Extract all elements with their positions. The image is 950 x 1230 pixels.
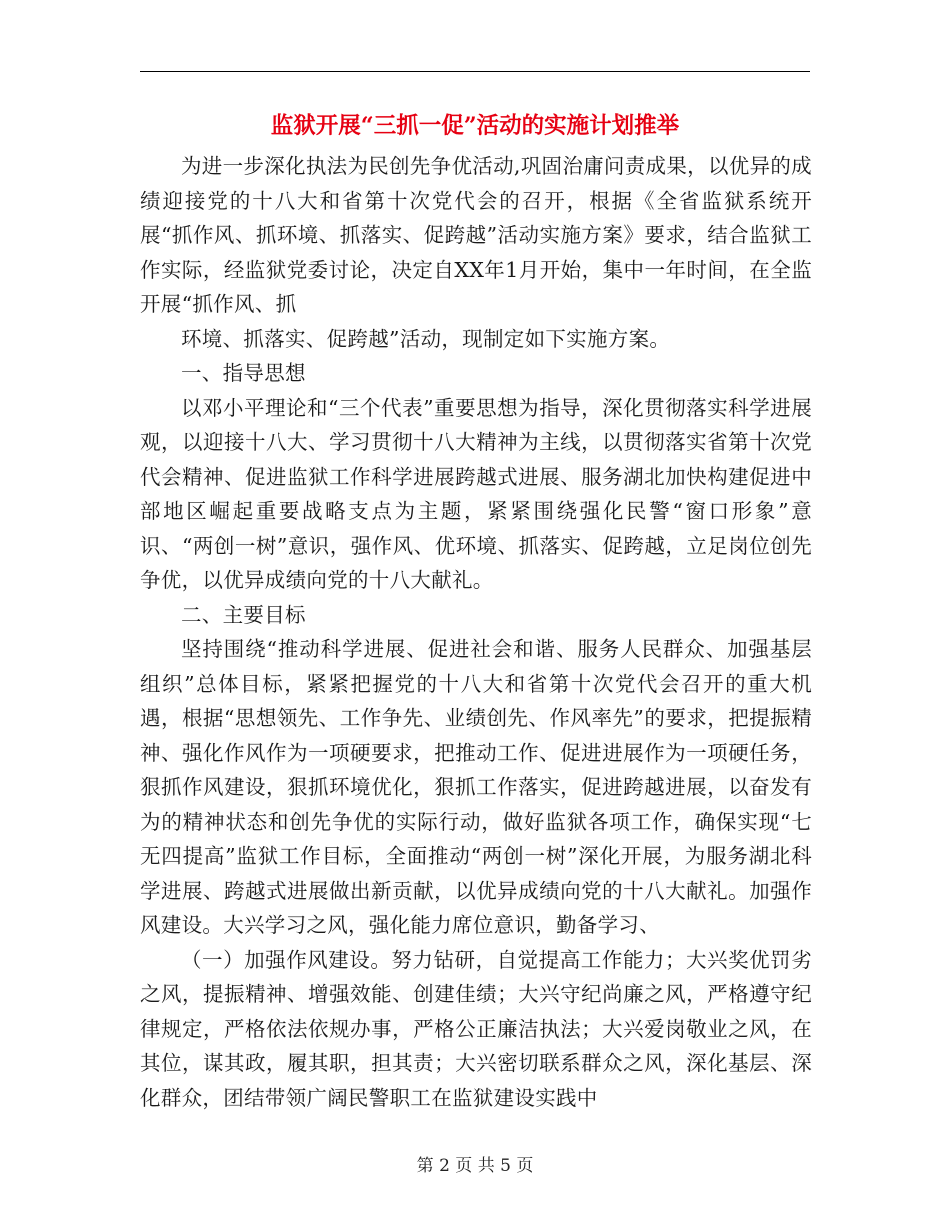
section-heading-main-goals: 二、主要目标 [181, 602, 306, 627]
section-heading-guiding-thought: 一、指导思想 [181, 361, 306, 385]
intro-paragraph: 为进一步深化执法为民创先争优活动,巩固治庸问责成果，以优异的成绩迎接党的十八大和省第十次党代会的召开，根据《全省监狱系统开展“抓作风、抓环境、抓落实、促跨越”活动实施方案》要求，结合监狱工作实际，经监狱党委讨论，决定自XX年1月开始，集中一年时间，在全监开展“抓作风、抓 [140, 154, 812, 316]
work-style-paragraph: （一）加强作风建设。努力钻研，自觉提高工作能力；大兴奖优罚劣之风，提振精神、增强效能、创建佳绩；大兴守纪尚廉之风，严格遵守纪律规定，严格依法依规办事，严格公正廉洁执法；大兴爱岗敬业之风，在其位，谋其政，履其职，担其责；大兴密切联系群众之风，深化基层、深化群众，团结带领广阔民警职工在监狱建设实践中 [140, 947, 812, 1110]
intro-paragraph-continued: 环境、抓落实、促跨越”活动，现制定如下实施方案。 [181, 326, 671, 351]
main-goals-paragraph: 坚持围绕“推动科学进展、促进社会和谐、服务人民群众、加强基层组织”总体目标，紧紧把握党的十八大和省第十次党代会召开的重大机遇，根据“思想领先、工作争先、业绩创先、作风率先”的要求，把提振精神、强化作风作为一项硬要求，把推动工作、促进进展作为一项硬任务，狠抓作风建设，狠抓环境优化，狠抓工作落实，促进跨越进展，以奋发有为的精神状态和创先争优的实际行动，做好监狱各项工作，确保实现“七无四提高”监狱工作目标，全面推动“两创一树”深化开展，为服务湖北科学进展、跨越式进展做出新贡献，以优异成绩向党的十八大献礼。加强作风建设。大兴学习之风，强化能力席位意识，勤备学习、 [140, 637, 812, 937]
guiding-thought-paragraph: 以邓小平理论和“三个代表”重要思想为指导，深化贯彻落实科学进展观，以迎接十八大、学习贯彻十八大精神为主线，以贯彻落实省第十次党代会精神、促进监狱工作科学进展跨越式进展、服务湖北加快构建促进中部地区崛起重要战略支点为主题，紧紧围绕强化民警“窗口形象”意识、“两创一树”意识，强作风、优环境、抓落实、促跨越，立足岗位创先争优，以优异成绩向党的十八大献礼。 [140, 395, 812, 592]
page-number-footer: 第 2 页 共 5 页 [416, 1156, 534, 1176]
header-rule [140, 71, 810, 72]
document-body [140, 149, 812, 1115]
document-title: 监狱开展“三抓一促”活动的实施计划推举 [270, 113, 680, 139]
